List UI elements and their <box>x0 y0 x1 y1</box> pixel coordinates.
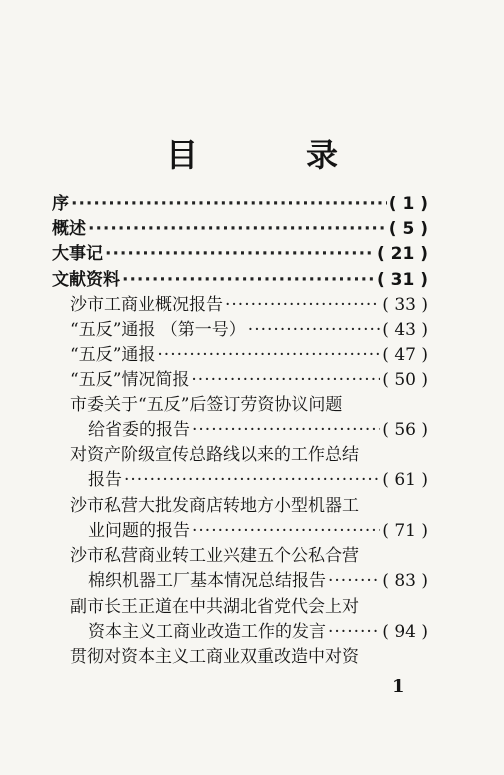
toc-entry-label: 大事记 <box>52 244 103 264</box>
toc-entry[interactable] <box>88 521 428 541</box>
toc-entry-label: 资本主义工商业改造工作的发言 <box>88 622 326 642</box>
toc-entry[interactable] <box>88 622 428 642</box>
toc-page-number: ( 1 ) <box>388 194 428 214</box>
toc-entry-label: 报告 <box>88 470 122 490</box>
toc-page-number: ( 94 ) <box>382 622 428 642</box>
leader-dots <box>248 320 380 340</box>
toc-entry-label: 文献资料 <box>52 270 120 290</box>
toc-entry[interactable] <box>70 345 428 365</box>
toc-page-number: ( 61 ) <box>382 470 428 490</box>
toc-page-number: ( 33 ) <box>382 295 428 315</box>
page-number: 1 <box>392 676 405 697</box>
leader-dots <box>328 571 380 591</box>
toc-entry-line1[interactable]: 市委关于“五反”后签订劳资协议问题 <box>70 395 343 415</box>
toc-entry-label: 业问题的报告 <box>88 521 190 541</box>
toc-entry-label: “五反”通报 （第一号） <box>70 320 246 340</box>
toc-page-number: ( 50 ) <box>382 370 428 390</box>
leader-dots <box>192 420 380 440</box>
toc-page-number: ( 56 ) <box>382 420 428 440</box>
leader-dots <box>88 219 387 239</box>
toc-entry-overview[interactable] <box>52 219 428 239</box>
toc-page-number: ( 83 ) <box>382 571 428 591</box>
toc-entry-label: 沙市工商业概况报告 <box>70 295 223 315</box>
toc-entry-line1[interactable]: 沙市私营商业转工业兴建五个公私合营 <box>70 546 359 566</box>
toc-entry-documents[interactable] <box>52 270 428 290</box>
toc-entry-line1[interactable]: 沙市私营大批发商店转地方小型机器工 <box>70 496 359 516</box>
toc-entry[interactable] <box>88 571 428 591</box>
leader-dots <box>124 470 380 490</box>
toc-entry-line1[interactable]: 对资产阶级宣传总路线以来的工作总结 <box>70 445 359 465</box>
leader-dots <box>191 370 380 390</box>
toc-entry[interactable] <box>70 370 428 390</box>
leader-dots <box>328 622 380 642</box>
toc-entry[interactable] <box>88 420 428 440</box>
toc-entry-label: 棉织机器工厂基本情况总结报告 <box>88 571 326 591</box>
toc-entry-label: 概述 <box>52 219 86 239</box>
leader-dots <box>157 345 380 365</box>
toc-page-number: ( 71 ) <box>382 521 428 541</box>
toc-entry[interactable] <box>70 295 428 315</box>
toc-page-number: ( 43 ) <box>382 320 428 340</box>
toc-page-number: ( 47 ) <box>382 345 428 365</box>
toc-page-number: ( 31 ) <box>376 270 428 290</box>
toc-entry-label: 序 <box>52 194 69 214</box>
toc-entry-line1[interactable]: 贯彻对资本主义工商业双重改造中对资 <box>70 647 359 667</box>
toc-entry-preface[interactable] <box>52 194 428 214</box>
leader-dots <box>105 244 375 264</box>
page-title: 目 录 <box>165 136 376 174</box>
toc-page-number: ( 5 ) <box>388 219 428 239</box>
toc-entry[interactable] <box>88 470 428 490</box>
leader-dots <box>71 194 387 214</box>
toc-entry-label: “五反”通报 <box>70 345 156 365</box>
toc-entry-label: 给省委的报告 <box>88 420 190 440</box>
toc-entry-chronicle[interactable] <box>52 244 428 264</box>
toc-entry-label: “五反”情况简报 <box>70 370 190 390</box>
leader-dots <box>192 521 380 541</box>
leader-dots <box>122 270 375 290</box>
toc-page-number: ( 21 ) <box>376 244 428 264</box>
toc-entry-line1[interactable]: 副市长王正道在中共湖北省党代会上对 <box>70 597 359 617</box>
leader-dots <box>225 295 380 315</box>
toc-entry[interactable] <box>70 320 428 340</box>
